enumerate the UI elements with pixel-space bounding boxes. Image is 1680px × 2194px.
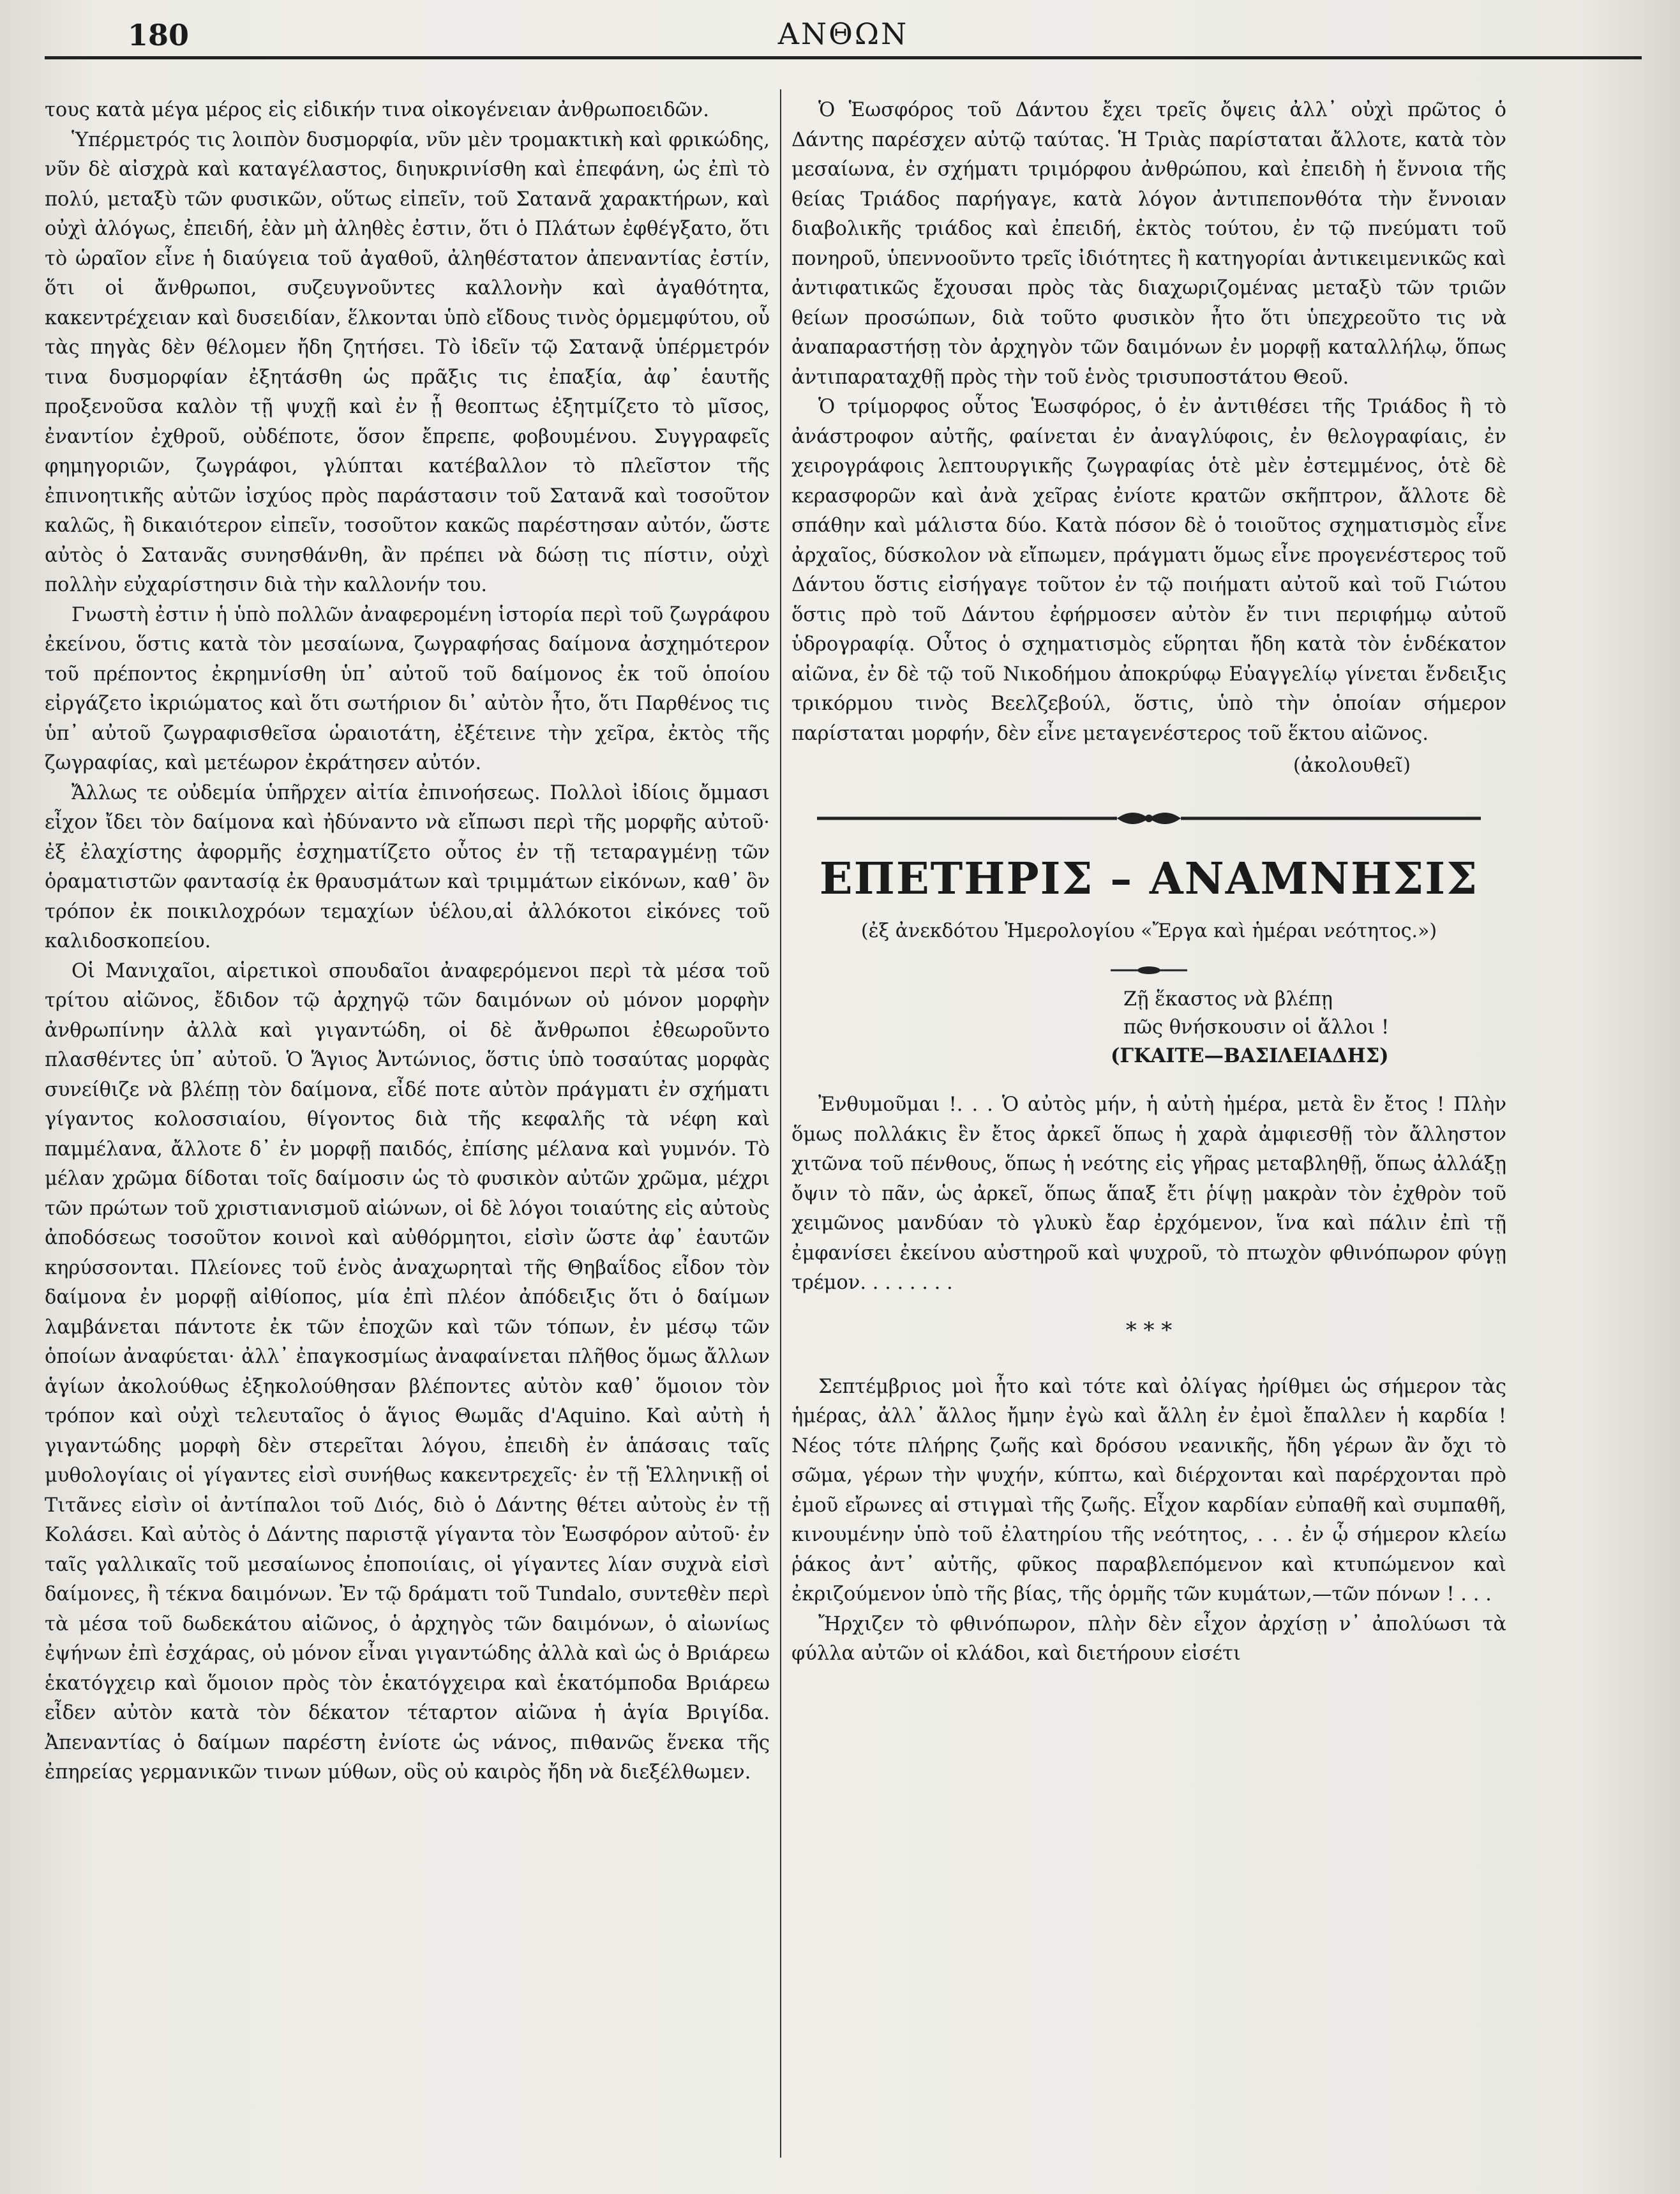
epigraph-author: (ΓΚΑΙΤΕ—ΒΑΣΙΛΕΙΑΔΗΣ) [1111,1044,1389,1067]
running-title: ΑΝΘΩΝ [777,17,909,51]
right-column [791,96,1506,2170]
epigraph [1111,986,1506,1070]
ornamental-rule [811,806,1487,831]
left-paragraph-5: Οἱ Μανιχαῖοι, αἱρετικοὶ σπουδαῖοι ἀναφερόμενοι περὶ τὰ μέσα τοῦ τρίτου αἰῶνος, ἔδιδον τῷ ἀρχηγῷ τῶν δαιμόνων οὐ μόνον μορφὴν ἀνθρωπίνην ἀλλὰ καὶ γιγαντώδη, οἱ δὲ ἄνθρωποι ἐθεωροῦντο πλασθέντες ὑπ᾽ αὐτοῦ. Ὁ Ἅγιος Ἀντώνιος, ὅστις ὑπὸ τοσαύτας μορφὰς συνείθιζε νὰ βλέπῃ τὸν δαίμονα, εἶδέ ποτε αὐτὸν πράγματι ἐν σχήματι γίγαντος κολοσσιαίου, θίγοντος διὰ τῆς κεφαλῆς τὰ νέφη καὶ παμμέλανα, ἄλλοτε δ᾽ ἐν μορφῇ παιδός, ἐπίσης μέλανα καὶ γυμνόν. Τὸ μέλαν χρῶμα δίδοται τοῖς δαίμοσιν ὡς τὸ φυσικὸν αὐτῶν χρῶμα, μέχρι τῶν πρώτων τοῦ χριστιανισμοῦ αἰώνων, οἱ δὲ λόγοι τοιαύτης εἰς αὐτοὺς ἀποδόσεως τοσοῦτον κοινοὶ καὶ αὐθόρμητοι, εἰσὶν ὥστε ἀφ᾽ ἑαυτῶν κηρύσσονται. Πλείονες τοῦ ἑνὸς ἀναχωρηταὶ τῆς Θηβαΐδος εἶδον τὸν δαίμονα ἐν μορφῇ αἰθίοπος, μία ἐπὶ πλέον ἀπόδειξις ὅτι ὁ δαίμων λαμβάνεται πάντοτε ἐκ τῶν ἐποχῶν καὶ τῶν τόπων, ἐν μέσῳ τῶν ὁποίων ἀναφύεται· ἀλλ᾽ ἐπαγκοσμίως ἀναφαίνεται πλῆθος ὅμως ἄλλων ἁγίων ἀκολούθως ἐξηκολούθησαν βλέποντες αὐτὸν καθ᾽ ὅμοιον τὸν τρόπον καὶ οὐχὶ τελευταῖος ὁ ἅγιος Θωμᾶς d'Aquino. Καὶ αὐτὴ ἡ γιγαντώδης μορφὴ δὲν στερεῖται λόγου, ἐπειδὴ ἐν ἁπάσαις ταῖς μυθολογίαις οἱ γίγαντες εἰσὶ συνήθως κακεντρεχεῖς· ἐν τῇ Ἑλληνικῇ οἱ Τιτᾶνες εἰσὶν οἱ ἀντίπαλοι τοῦ Διός, διὸ ὁ Δάντης θέτει αὐτοὺς ἐν τῇ Κολάσει. Καὶ αὐτὸς ὁ Δάντης παριστᾷ γίγαντα τὸν Ἑωσφόρον αὐτοῦ· ἐν ταῖς γαλλικαῖς τοῦ μεσαίωνος ἐποποιίαις, οἱ γίγαντες λίαν συχνὰ εἰσὶ δαίμονες, ἢ τέκνα δαιμόνων. Ἐν τῷ δράματι τοῦ Tundalo, συντεθὲν περὶ τὰ μέσα τοῦ δωδεκάτου αἰῶνος, ὁ ἀρχηγὸς τῶν δαιμόνων, ὁ αἰωνίως ἐψήνων ἐπὶ ἐσχάρας, οὐ μόνον εἶναι γιγαντώδης ἀλλὰ καὶ ὡς ὁ Βριάρεω ἑκατόγχειρ καὶ ὅμοιον πρὸς τὸν ἑκατόγχειρα καὶ ἑκατόμποδα Βριάρεω εἶδεν αὐτὸν κατὰ τὸν δέκατον τέταρτον αἰῶνα ἡ ἁγία Βριγίδα. Ἀπεναντίας ὁ δαίμων παρέστη ἐνίοτε ὡς νάνος, πιθανῶς ἕνεκα τῆς ἐπηρείας γερμανικῶν τινων μύθων, οὓς οὐ καιρὸς ἤδη νὰ διεξέλθωμεν. [45,959,770,1784]
epigraph-line-1: Ζῇ ἕκαστος νὰ βλέπῃ [1123,988,1333,1011]
left-paragraph-4: Ἄλλως τε οὐδεμία ὑπῆρχεν αἰτία ἐπινοήσεως. Πολλοὶ ἰδίοις ὄμμασι εἶχον ἴδει τὸν δαίμονα καὶ ἠδύναντο νὰ εἴπωσι περὶ τῆς μορφῆς αὐτοῦ· ἐξ ἐλαχίστης ἀφορμῆς ἐσχηματίζετο οὗτος ἐν τῇ τεταραγμένῃ τῶν ὁραματιστῶν φαντασίᾳ ἐκ θραυσμάτων καὶ τριμμάτων εἰκόνων, καθ᾽ ὃν τρόπον ἐκ ποικιλοχρόων τεμαχίων ὑέλου,αἱ ἀλλόκοτοι εἰκόνες τοῦ καλιδοσκοπείου. [45,781,770,952]
left-column [45,96,770,2170]
epigraph-line-2: πῶς θνήσκουσιν οἱ ἄλλοι ! [1123,1016,1390,1039]
left-paragraph-3: Γνωστὴ ἐστιν ἡ ὑπὸ πολλῶν ἀναφερομένη ἱστορία περὶ τοῦ ζωγράφου ἐκείνου, ὅστις κατὰ τὸν μεσαίωνα, ζωγραφήσας δαίμονα ἀσχημότερον τοῦ πρέποντος ἐκρημνίσθη ὑπ᾽ αὐτοῦ τοῦ δαίμονος ἐκ τοῦ ὁποίου εἰργάζετο ἰκριώματος καὶ ὅτι σωτήριον δι᾽ αὐτὸν ἦτο, ὅτι Παρθένος τις ὑπ᾽ αὐτοῦ ζωγραφισθεῖσα ὡραιοτάτη, ἐξέτεινε τὴν χεῖρα, ἐκτὸς τῆς ζωγραφίας, καὶ μετέωρον ἐκράτησεν αὐτόν. [45,603,770,774]
header-rule [45,56,1642,59]
asterism-separator: * * * [1125,1317,1173,1343]
continued-note: (ἀκολουθεῖ) [1293,755,1411,777]
short-ornament [1111,965,1187,975]
left-paragraph-1: τους κατὰ μέγα μέρος εἰς εἰδικήν τινα οἰκογένειαν ἀνθρωποειδῶν. [45,99,709,121]
page-number: 180 [128,18,190,52]
right-paragraph-2: Ὁ τρίμορφος οὗτος Ἑωσφόρος, ὁ ἐν ἀντιθέσει τῆς Τριάδος ἢ τὸ ἀνάστροφον αὐτῆς, φαίνεται ἐν ἀναγλύφοις, ἐν θελογραφίαις, ἐν χειρογράφοις λεπτουργικῆς ζωγραφίας ὁτὲ μὲν ἐστεμμένος, ὁτὲ δὲ κερασφορῶν καὶ ἀνὰ χεῖρας ἐνίοτε κρατῶν σκῆπτρον, ἄλλοτε δὲ σπάθην καὶ μάλιστα δύο. Κατὰ πόσον δὲ ὁ τοιοῦτος σχηματισμὸς εἶνε ἀρχαῖος, δύσκολον νὰ εἴπωμεν, πράγματι ὅμως εἶνε προγενέστερος τοῦ Δάντου ὅστις εἰσήγαγε τοῦτον ἐν τῷ ποιήματι αὐτοῦ καὶ τοῦ Γιώτου ὅστις πρὸ τοῦ Δάντου ἐφήρμοσεν αὐτὸν ἔν τινι περιφήμῳ αὐτοῦ ὑδρογραφίᾳ. Οὗτος ὁ σχηματισμὸς εὕρηται ἤδη κατὰ τὸν ἑνδέκατον αἰῶνα, ἐν δὲ τῷ τοῦ Νικοδήμου ἀποκρύφῳ Εὐαγγελίῳ γίνεται ἔνδειξις τρικόρμου τινὸς Βεελζεβούλ, ὅστις, ὑπὸ τὴν ὁποίαν σήμερον παρίσταται μορφήν, δὲν εἶνε μεταγενέστερος τοῦ ἕκτου αἰῶνος. [791,396,1506,745]
section-title: ΕΠΕΤΗΡΙΣ – ΑΝΑΜΝΗΣΙΣ [819,853,1479,905]
section-subtitle: (ἐξ ἀνεκδότου Ἡμερολογίου «Ἔργα καὶ ἡμέραι νεότητος.») [860,919,1437,942]
right-paragraph-1: Ὁ Ἑωσφόρος τοῦ Δάντου ἔχει τρεῖς ὄψεις ἀλλ᾽ οὐχὶ πρῶτος ὁ Δάντης παρέσχεν αὐτῷ ταύτας. Ἡ Τριὰς παρίσταται ἄλλοτε, κατὰ τὸν μεσαίωνα, ἐν σχήματι τριμόρφου ἀνθρώπου, καὶ ἐπειδὴ ἡ ἔννοια τῆς θείας Τριάδος παρήγαγε, κατὰ λόγον ἀντιπεπονθότα τὴν ἔννοιαν διαβολικῆς τριάδος καὶ ἐπειδή, ἐκτὸς τούτου, ἐν τῷ πνεύματι τοῦ πονηροῦ, ὑπεννοοῦντο τρεῖς ἰδιότητες ἢ κατηγορίαι ἀντικειμενικῶς καὶ ἀντιφατικῶς ἔχουσαι πρὸς τὰς διαχωριζομένας μεταξὺ τῶν τριῶν θείων προσώπων, διὰ τοῦτο φυσικὸν ἦτο ὅτι ὑπεχρεοῦτο τις νὰ ἀναπαραστήσῃ τὸν ἀρχηγὸν τῶν δαιμόνων ἐν μορφῇ καταλλήλῳ, ὅπως ἀντιπαραταχθῇ πρὸς τὴν τοῦ ἑνὸς τρισυποστάτου Θεοῦ. [791,99,1506,389]
page-header [45,11,1642,56]
spacer [791,1070,1506,1090]
left-paragraph-2: Ὑπέρμετρός τις λοιπὸν δυσμορφία, νῦν μὲν τρομακτικὴ καὶ φρικώδης, νῦν δὲ αἰσχρὰ καὶ καταγέλαστος, διηυκρινίσθη καὶ ἐπεφάνη, ὡς ἐπὶ τὸ πολύ, μεταξὺ τῶν φυσικῶν, οὕτως εἰπεῖν, τοῦ Σατανᾶ χαρακτήρων, καὶ οὐχὶ ἀλόγως, ἐπειδή, ἐὰν μὴ ἀληθὲς ἐστιν, ὅτι ὁ Πλάτων ἐφθέγξατο, ὅτι τὸ ὡραῖον εἶνε ἡ διαύγεια τοῦ ἀγαθοῦ, ἀληθέστατον ἀπεναντίας ἐστίν, ὅτι οἱ ἄνθρωποι, συζευγνοῦντες καλλονὴν καὶ ἀγαθότητα, κακεντρέχειαν καὶ δυσειδίαν, ἕλκονται ὑπὸ εἴδους τινὸς ὁρμεμφύτου, οὗ τὰς πηγὰς δὲν θέλομεν ἤδη ζητήσει. Τὸ ἰδεῖν τῷ Σατανᾷ ὑπέρμετρόν τινα δυσμορφίαν ἐξητάσθη ὡς πρᾶξις τις ἐπαξία, ἀφ᾽ ἑαυτῆς προξενοῦσα καλὸν τῇ ψυχῇ καὶ ἐν ᾗ θεοπτως ἐξητμίζετο τὸ μῖσος, ἐναντίον ἐχθροῦ, οὐδέποτε, ὅσον ἔπρεπε, φοβουμένου. Συγγραφεῖς φημηγοριῶν, ζωγράφοι, γλύπται κατέβαλλον τὸ πλεῖστον τῆς ἐπινοητικῆς αὐτῶν ἰσχύος πρὸς παράστασιν τοῦ Σατανᾶ καὶ τοσοῦτον καλῶς, ἢ δικαιότερον εἰπεῖν, τοσοῦτον κακῶς παρέστησαν αὐτόν, ὥστε αὐτὸς ὁ Σατανᾶς συνησθάνθη, ἂν πρέπει νὰ δώσῃ τις πίστιν, οὐχὶ πολλὴν εὐχαρίστησιν διὰ τὴν καλλονήν του. [45,128,770,596]
column-divider [780,89,781,2158]
memoir-paragraph-1: Ἐνθυμοῦμαι !. . . Ὁ αὐτὸς μήν, ἡ αὐτὴ ἡμέρα, μετὰ ἓν ἔτος ! Πλὴν ὅμως πολλάκις ἓν ἔτος ἀρκεῖ ὅπως ἡ χαρὰ ἀμφιεσθῇ τὸν ἄλληστον χιτῶνα τοῦ πένθους, ὅπως ἡ νεότης εἰς γῆρας μεταβληθῇ, ὅπως ἀλλάξῃ ὄψιν τὸ πᾶν, ὡς ἀρκεῖ, ὅπως ἅπαξ ἔτι ῥίψῃ μακρὰν τὸν ἐχθρὸν τοῦ χειμῶνος μανδύαν τὸ γλυκὺ ἔαρ ἐρχόμενον, ἵνα καὶ πάλιν ἐπὶ τῇ ἐμφανίσει ἐκείνου αὐστηροῦ καὶ ψυχροῦ, τὸ πτωχὸν φθινόπωρον φύγῃ τρέμον. . . . . . . . [791,1093,1506,1294]
memoir-paragraph-2: Σεπτέμβριος μοὶ ἦτο καὶ τότε καὶ ὀλίγας ἠρίθμει ὡς σήμερον τὰς ἡμέρας, ἀλλ᾽ ἄλλος ἤμην ἐγὼ καὶ ἄλλη ἐν ἐμοὶ ἔπαλλεν ἡ καρδία ! Νέος τότε πλήρης ζωῆς καὶ δρόσου νεανικῆς, ἤδη γέρων ἂν ὄχι τὸ σῶμα, γέρων τὴν ψυχήν, κύπτω, καὶ διέρχονται καὶ παρέρχονται πρὸ ἐμοῦ εἴρωνες αἱ στιγμαὶ τῆς ζωῆς. Εἶχον καρδίαν εὐπαθῆ καὶ συμπαθῆ, κινουμένην ὑπὸ τοῦ ἐλατηρίου τῆς νεότητος, . . . ἐν ᾧ σήμερον κλείω ῥάκος ἀντ᾽ αὐτῆς, φῦκος παραβλεπόμενον καὶ κτυπώμενον καὶ ἐκριζούμενον ὑπὸ τῆς βίας, τῆς ὁρμῆς τῶν κυμάτων,—τῶν πόνων ! . . . [791,1375,1506,1605]
memoir-paragraph-3: Ἤρχιζεν τὸ φθινόπωρον, πλὴν δὲν εἶχον ἀρχίσῃ ν᾽ ἀπολύωσι τὰ φύλλα αὐτῶν οἱ κλάδοι, καὶ διετήρουν εἰσέτι [791,1612,1506,1665]
